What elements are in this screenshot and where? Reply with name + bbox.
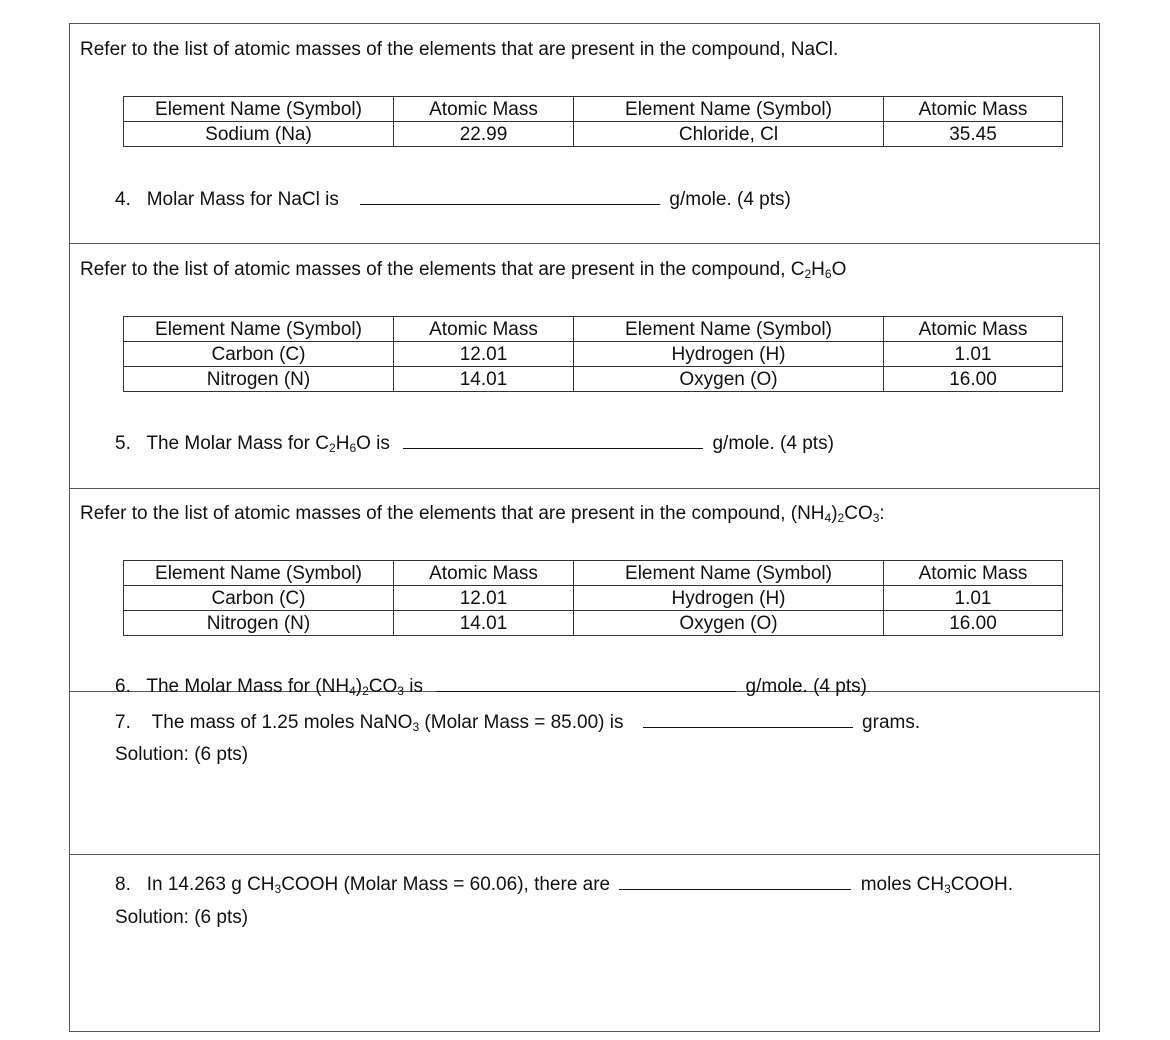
- header-atomic-mass: Atomic Mass: [394, 317, 574, 342]
- answer-blank[interactable]: [360, 186, 660, 205]
- header-atomic-mass: Atomic Mass: [394, 561, 574, 586]
- question-8: [115, 871, 1013, 896]
- header-atomic-mass: Atomic Mass: [884, 561, 1063, 586]
- atomic-mass-table: [123, 96, 1063, 147]
- formula-text: CO: [844, 503, 873, 524]
- formula-text: ): [831, 503, 838, 524]
- table-header-row: [124, 561, 1063, 586]
- formula-text: O: [831, 259, 847, 280]
- question-text: The Molar Mass for $C_2H_6O$ is: [146, 433, 390, 455]
- header-element-name: Element Name (Symbol): [124, 97, 394, 122]
- mass-cell: 35.45: [884, 122, 1063, 147]
- mass-cell: 16.00: [884, 611, 1063, 636]
- mass-cell: 1.01: [884, 342, 1063, 367]
- element-cell: Carbon (C): [124, 342, 394, 367]
- table-row: [124, 586, 1063, 611]
- element-cell: Hydrogen (H): [574, 342, 884, 367]
- question-unit: grams.: [862, 712, 921, 733]
- section-intro: Refer to the list of atomic masses of the elements that are present in the compound, NaCl.: [80, 39, 839, 60]
- table-row: [124, 122, 1063, 147]
- header-atomic-mass: Atomic Mass: [884, 97, 1063, 122]
- atomic-mass-table: [123, 316, 1063, 392]
- section-q8: [70, 855, 1099, 1031]
- answer-blank[interactable]: [619, 871, 851, 890]
- question-text: Molar Mass for NaCl is: [146, 189, 339, 210]
- element-cell: Nitrogen (N): [124, 367, 394, 392]
- section-intro: [80, 259, 846, 281]
- section-intro: [80, 503, 885, 525]
- question-number: 4.: [115, 189, 131, 210]
- element-cell: Oxygen (O): [574, 367, 884, 392]
- element-cell: Oxygen (O): [574, 611, 884, 636]
- section-q7: [70, 692, 1099, 855]
- question-number: 6.: [115, 676, 131, 697]
- mass-cell: 12.01: [394, 342, 574, 367]
- element-cell: Chloride, Cl: [574, 122, 884, 147]
- mass-cell: 14.01: [394, 611, 574, 636]
- table-row: [124, 342, 1063, 367]
- question-text: The Molar Mass for $(NH_4)_2CO_3$ is: [146, 676, 423, 698]
- atomic-mass-table: [123, 560, 1063, 636]
- question-5: [115, 430, 834, 455]
- subscript: 4: [824, 511, 832, 525]
- question-number: 5.: [115, 433, 131, 454]
- question-4: [115, 186, 791, 211]
- solution-label: Solution: (6 pts): [115, 907, 249, 928]
- answer-blank[interactable]: [403, 430, 703, 449]
- question-unit: moles $CH_3COOH$.: [860, 874, 1014, 896]
- element-cell: Nitrogen (N): [124, 611, 394, 636]
- section-nh4-2co3: [70, 489, 1099, 698]
- question-text: In 14.263 g $CH_3COOH$ (Molar Mass = 60.06), there are: [146, 874, 611, 896]
- table-header-row: [124, 317, 1063, 342]
- mass-cell: 14.01: [394, 367, 574, 392]
- subscript: 6: [824, 267, 832, 281]
- answer-blank[interactable]: [436, 673, 736, 692]
- mass-cell: 12.01: [394, 586, 574, 611]
- question-unit: g/mole. (4 pts): [712, 433, 834, 454]
- formula-text: :: [879, 503, 885, 524]
- header-element-name: Element Name (Symbol): [574, 561, 884, 586]
- question-unit: g/mole. (4 pts): [745, 676, 867, 697]
- header-atomic-mass: Atomic Mass: [394, 97, 574, 122]
- header-element-name: Element Name (Symbol): [574, 317, 884, 342]
- solution-label: Solution: (6 pts): [115, 744, 249, 765]
- header-element-name: Element Name (Symbol): [124, 317, 394, 342]
- intro-text: Refer to the list of atomic masses of the elements that are present in the compound, C: [80, 259, 805, 280]
- element-cell: Hydrogen (H): [574, 586, 884, 611]
- subscript: 3: [872, 511, 880, 525]
- table-row: [124, 611, 1063, 636]
- element-cell: Carbon (C): [124, 586, 394, 611]
- mass-cell: 16.00: [884, 367, 1063, 392]
- formula-text: H: [811, 259, 825, 280]
- section-nacl: [70, 24, 1099, 244]
- question-text: The mass of 1.25 moles NaNO$_3$ (Molar Mass = 85.00) is: [151, 712, 624, 734]
- question-7: [115, 709, 920, 734]
- element-cell: Sodium (Na): [124, 122, 394, 147]
- question-unit: g/mole. (4 pts): [669, 189, 791, 210]
- worksheet-frame: [69, 23, 1100, 1032]
- mass-cell: 22.99: [394, 122, 574, 147]
- question-number: 7.: [115, 712, 131, 733]
- solution-area[interactable]: [115, 937, 1055, 1022]
- section-c2h6o: [70, 244, 1099, 489]
- subscript: 2: [837, 511, 845, 525]
- header-element-name: Element Name (Symbol): [124, 561, 394, 586]
- question-number: 8.: [115, 874, 131, 895]
- table-header-row: [124, 97, 1063, 122]
- header-atomic-mass: Atomic Mass: [884, 317, 1063, 342]
- intro-text: Refer to the list of atomic masses of the elements that are present in the compound, (NH: [80, 503, 825, 524]
- mass-cell: 1.01: [884, 586, 1063, 611]
- answer-blank[interactable]: [643, 709, 853, 728]
- table-row: [124, 367, 1063, 392]
- header-element-name: Element Name (Symbol): [574, 97, 884, 122]
- solution-area[interactable]: [115, 772, 1055, 842]
- subscript: 2: [804, 267, 812, 281]
